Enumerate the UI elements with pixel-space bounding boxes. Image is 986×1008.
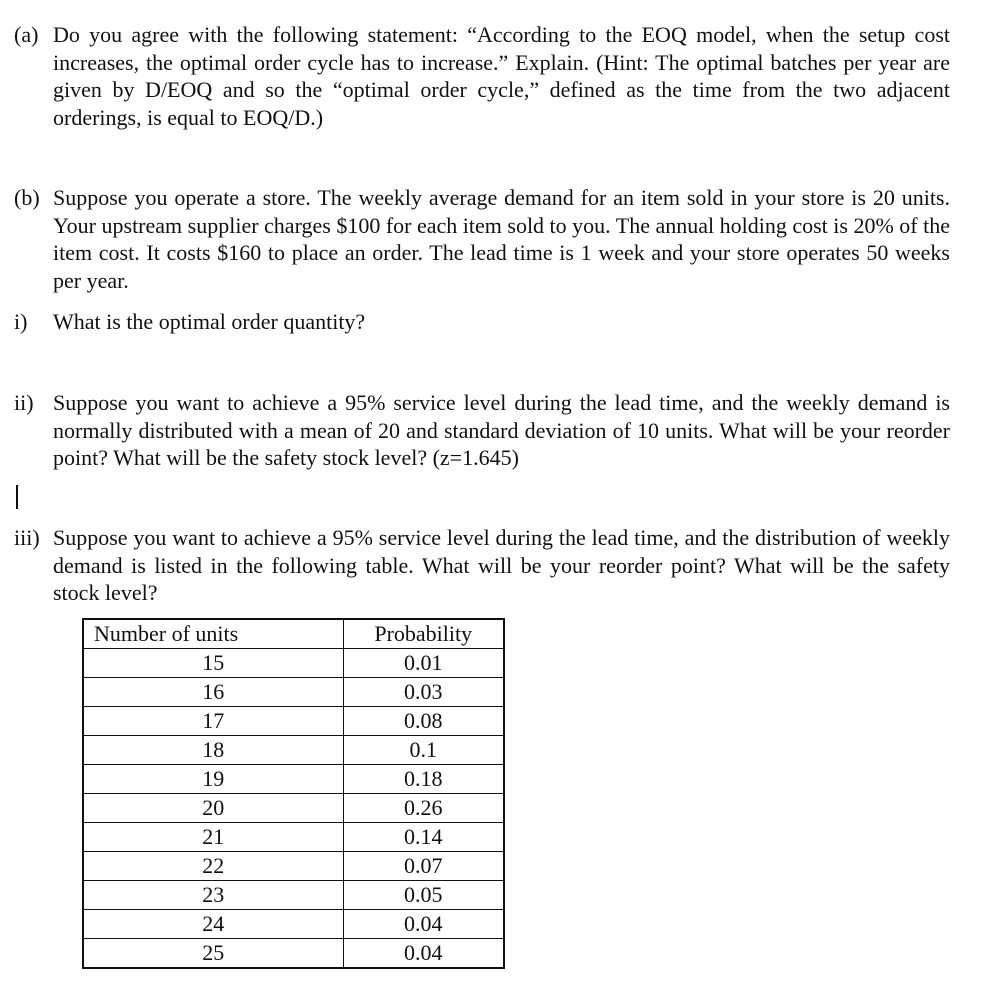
units-cell: 16 bbox=[83, 678, 343, 707]
table-row bbox=[83, 794, 504, 823]
question-a-label: (a) bbox=[14, 22, 39, 47]
question-i-text: What is the optimal order quantity? bbox=[53, 309, 366, 334]
question-ii-label: ii) bbox=[14, 390, 34, 415]
question-iii-text: Suppose you want to achieve a 95% service level during the lead time, and the distribution of weekly demand is listed in the following table. What will be your reorder point? What will be the safety stock level? bbox=[53, 525, 950, 605]
table-row bbox=[83, 823, 504, 852]
units-cell: 22 bbox=[83, 852, 343, 881]
units-cell: 25 bbox=[83, 939, 343, 969]
probability-cell: 0.01 bbox=[343, 649, 504, 678]
probability-cell: 0.08 bbox=[343, 707, 504, 736]
probability-cell: 0.04 bbox=[343, 910, 504, 939]
units-cell: 20 bbox=[83, 794, 343, 823]
table-row bbox=[83, 678, 504, 707]
question-iii-label: iii) bbox=[14, 525, 40, 550]
table-row bbox=[83, 939, 504, 969]
question-b-label: (b) bbox=[14, 185, 40, 210]
question-b-text: Suppose you operate a store. The weekly average demand for an item sold in your store is 20 units. Your upstream supplier charges $100 for each item sold to you. The annual holding cost is 20% of the item cost. It costs $160 to place an order. The lead time is 1 week and your store operates 50 weeks per year. bbox=[53, 185, 950, 293]
units-cell: 23 bbox=[83, 881, 343, 910]
probability-cell: 0.03 bbox=[343, 678, 504, 707]
units-cell: 24 bbox=[83, 910, 343, 939]
units-cell: 17 bbox=[83, 707, 343, 736]
table-row bbox=[83, 765, 504, 794]
units-cell: 15 bbox=[83, 649, 343, 678]
question-a-text: Do you agree with the following statement: “According to the EOQ model, when the setup cost increases, the optimal order cycle has to increase.” Explain. (Hint: The optimal batches per year are given by D/EOQ and so the “optimal order cycle,” defined as the time from the two adjacent orderings, is equal to EOQ/D.) bbox=[53, 22, 950, 130]
probability-cell: 0.14 bbox=[343, 823, 504, 852]
text-cursor bbox=[16, 485, 18, 509]
probability-cell: 0.04 bbox=[343, 939, 504, 969]
demand-distribution-table bbox=[82, 618, 505, 969]
question-i-label: i) bbox=[14, 309, 28, 334]
table-row bbox=[83, 881, 504, 910]
units-cell: 21 bbox=[83, 823, 343, 852]
table-row bbox=[83, 910, 504, 939]
header-number-of-units: Number of units bbox=[83, 619, 343, 649]
probability-cell: 0.26 bbox=[343, 794, 504, 823]
probability-cell: 0.05 bbox=[343, 881, 504, 910]
table-row bbox=[83, 736, 504, 765]
probability-cell: 0.18 bbox=[343, 765, 504, 794]
probability-cell: 0.07 bbox=[343, 852, 504, 881]
question-ii-text: Suppose you want to achieve a 95% service level during the lead time, and the weekly demand is normally distributed with a mean of 20 and standard deviation of 10 units. What will be your reorder point? What will be the safety stock level? (z=1.645) bbox=[53, 390, 950, 470]
table-row bbox=[83, 852, 504, 881]
table-row bbox=[83, 707, 504, 736]
probability-cell: 0.1 bbox=[343, 736, 504, 765]
table-header-row bbox=[83, 619, 504, 649]
table-row bbox=[83, 649, 504, 678]
units-cell: 18 bbox=[83, 736, 343, 765]
units-cell: 19 bbox=[83, 765, 343, 794]
header-probability: Probability bbox=[343, 619, 504, 649]
